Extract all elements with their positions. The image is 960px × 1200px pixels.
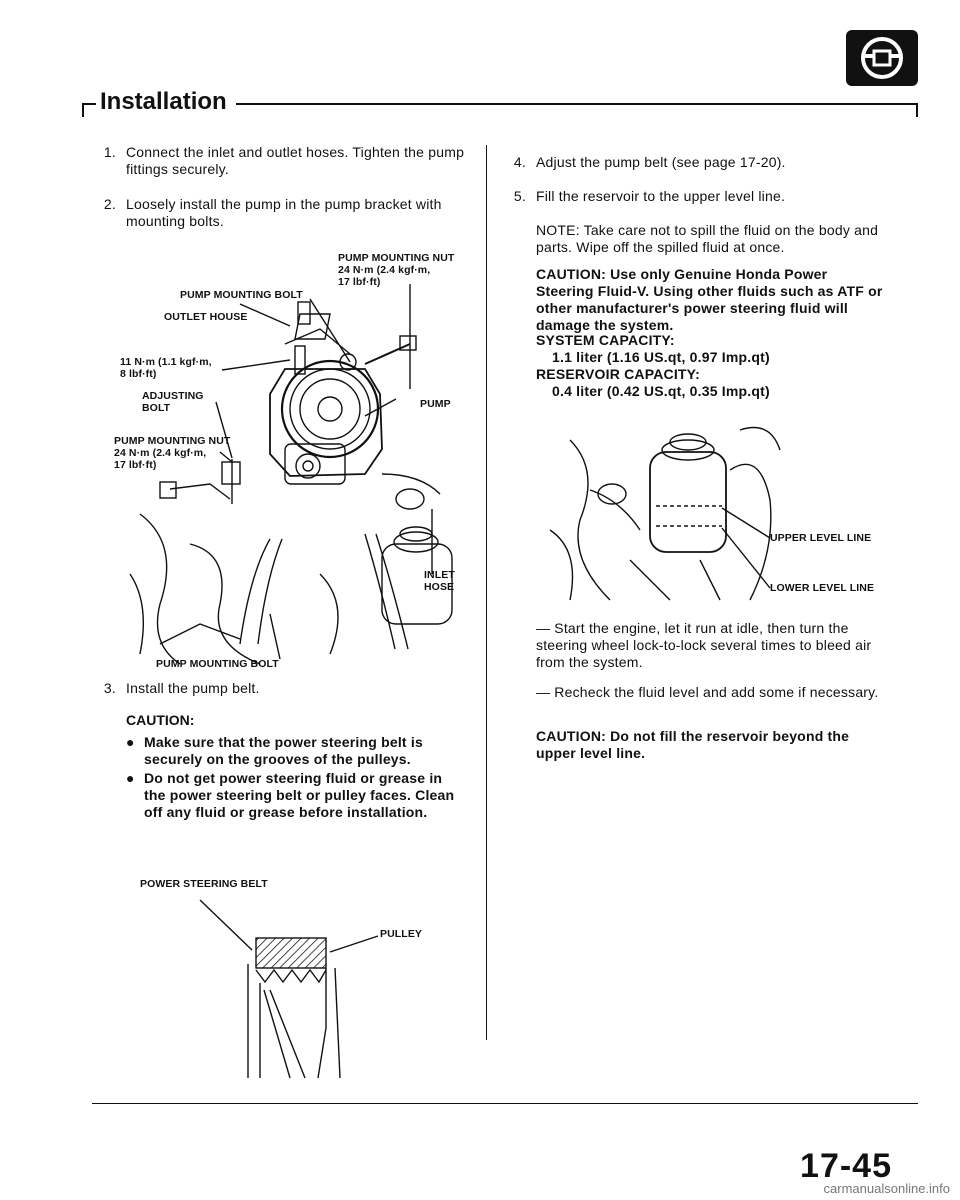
label-upper-level: UPPER LEVEL LINE — [770, 532, 872, 544]
step-5: 5. Fill the reservoir to the upper level line. — [504, 188, 894, 205]
page-title: Installation — [100, 88, 227, 115]
reservoir-level-figure — [530, 410, 900, 610]
step-4-text: Adjust the pump belt (see page 17-20). — [536, 154, 786, 170]
title-rule-left — [82, 103, 96, 105]
label-lower-level: LOWER LEVEL LINE — [770, 582, 875, 594]
pump-installation-figure — [114, 244, 480, 674]
label-nut-mid: PUMP MOUNTING NUT 24 N·m (2.4 kgf·m, 17 lbf·ft) — [114, 435, 231, 471]
steering-badge — [846, 30, 918, 86]
label-nut-top: PUMP MOUNTING NUT 24 N·m (2.4 kgf·m, 17 lbf·ft) — [338, 252, 455, 288]
step-1-text: Connect the inlet and outlet hoses. Tighten the pump fittings securely. — [126, 144, 465, 177]
step-2-text: Loosely install the pump in the pump bracket with mounting bolts. — [126, 196, 442, 229]
steering-wheel-icon — [846, 30, 918, 86]
watermark: carmanualsonline.info — [823, 1181, 950, 1196]
dash-item-recheck: — Recheck the fluid level and add some if necessary. — [536, 684, 879, 700]
page-number: 17-45 — [800, 1147, 892, 1185]
caution-fluid: CAUTION: Use only Genuine Honda Power Steering Fluid-V. Using other fluids such as ATF or other manufacturer's power steering fluid will damage the system. — [536, 266, 883, 333]
caution-item: ● Do not get power steering fluid or grease in the power steering belt or pulley faces. Clean off any fluid or grease before installation. — [126, 770, 455, 820]
capacity-block — [536, 332, 888, 400]
label-bolt-top: PUMP MOUNTING BOLT — [180, 289, 303, 301]
system-capacity-value: 1.1 liter (1.16 US.qt, 0.97 Imp.qt) — [552, 349, 770, 365]
frame-bottom — [92, 1103, 918, 1104]
caution-item: ● Make sure that the power steering belt is securely on the grooves of the pulleys. — [126, 734, 423, 767]
reservoir-capacity-head: RESERVOIR CAPACITY: — [536, 366, 701, 382]
belt-pulley-drawing — [140, 878, 460, 1088]
frame-left — [82, 103, 84, 117]
note: NOTE: Take care not to spill the fluid on the body and parts. Wipe off the spilled fluid at once. — [536, 222, 879, 255]
label-adjusting-bolt: ADJUSTING BOLT — [142, 390, 204, 414]
step-3: 3. Install the pump belt. — [94, 680, 466, 697]
step-5-text: Fill the reservoir to the upper level line. — [536, 188, 786, 204]
column-divider — [486, 145, 487, 1040]
title-rule-right — [236, 103, 918, 105]
step-1: 1. Connect the inlet and outlet hoses. Tighten the pump fittings securely. — [103, 144, 465, 177]
label-inlet-hose: INLET HOSE — [424, 569, 455, 593]
reservoir-drawing — [530, 410, 900, 610]
step-4: 4. Adjust the pump belt (see page 17-20). — [504, 154, 894, 171]
step-3-text: Install the pump belt. — [126, 680, 260, 696]
step-2: 2. Loosely install the pump in the pump bracket with mounting bolts. — [94, 196, 466, 230]
label-pump: PUMP — [420, 398, 451, 410]
belt-pulley-figure — [140, 878, 460, 1088]
label-belt: POWER STEERING BELT — [140, 878, 268, 890]
system-capacity-head: SYSTEM CAPACITY: — [536, 332, 675, 348]
frame-right — [916, 103, 918, 117]
label-torque-11: 11 N·m (1.1 kgf·m, 8 lbf·ft) — [120, 356, 212, 380]
reservoir-capacity-value: 0.4 liter (0.42 US.qt, 0.35 Imp.qt) — [552, 383, 770, 399]
caution-list — [126, 734, 466, 821]
label-bolt-bottom: PUMP MOUNTING BOLT — [156, 658, 279, 670]
label-pulley: PULLEY — [380, 928, 423, 940]
caution-heading: CAUTION: — [126, 712, 195, 728]
caution-level: CAUTION: Do not fill the reservoir beyond the upper level line. — [536, 728, 850, 761]
label-outlet: OUTLET HOUSE — [164, 311, 248, 323]
dash-item-start-engine: — Start the engine, let it run at idle, then turn the steering wheel lock-to-lock several times to bleed air from the system. — [536, 620, 872, 670]
